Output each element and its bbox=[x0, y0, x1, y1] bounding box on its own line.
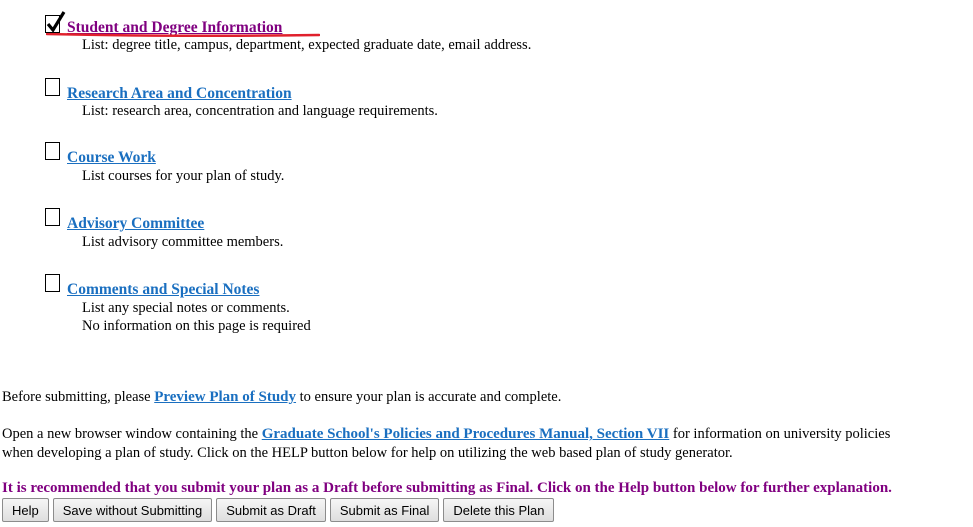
manual-line-1 bbox=[2, 425, 890, 444]
preview-text-before: Before submitting, please bbox=[2, 389, 155, 405]
draft-recommendation: It is recommended that you submit your plan as a Draft before submitting as Final. Click on the Help button below for further explanation. bbox=[2, 480, 892, 496]
delete-plan-button[interactable]: Delete this Plan bbox=[443, 498, 554, 522]
checkmark-icon bbox=[46, 10, 66, 34]
checkbox-comments-notes[interactable] bbox=[45, 274, 60, 292]
section-link-research-area[interactable]: Research Area and Concentration bbox=[67, 85, 292, 102]
checkbox-advisory-committee[interactable] bbox=[45, 208, 60, 226]
preview-plan-link[interactable]: Preview Plan of Study bbox=[154, 389, 297, 405]
checkbox-course-work[interactable] bbox=[45, 142, 60, 160]
red-underline-annotation bbox=[46, 33, 320, 37]
help-button[interactable]: Help bbox=[2, 498, 49, 522]
section-desc-comments-notes-2: No information on this page is required bbox=[82, 318, 311, 334]
section-link-comments-notes[interactable]: Comments and Special Notes bbox=[67, 281, 260, 298]
section-desc-student-degree: List: degree title, campus, department, expected graduate date, email address. bbox=[82, 37, 532, 53]
checkbox-research-area[interactable] bbox=[45, 78, 60, 96]
manual-text-before: Open a new browser window containing the bbox=[2, 426, 262, 442]
submit-final-button[interactable]: Submit as Final bbox=[330, 498, 440, 522]
section-desc-comments-notes: List any special notes or comments. bbox=[82, 300, 290, 316]
section-desc-course-work: List courses for your plan of study. bbox=[82, 168, 285, 184]
section-desc-advisory-committee: List advisory committee members. bbox=[82, 234, 284, 250]
save-without-submitting-button[interactable]: Save without Submitting bbox=[53, 498, 212, 522]
section-link-student-degree[interactable]: Student and Degree Information bbox=[67, 19, 283, 36]
manual-line-2: when developing a plan of study. Click on the HELP button below for help on utilizing the web based plan of study generator. bbox=[2, 445, 733, 461]
policies-manual-link[interactable]: Graduate School's Policies and Procedures Manual, Section VII bbox=[261, 426, 670, 442]
section-link-course-work[interactable]: Course Work bbox=[67, 149, 156, 166]
manual-text-after: for information on university policies bbox=[669, 426, 891, 442]
preview-text-after: to ensure your plan is accurate and complete. bbox=[296, 389, 562, 405]
submit-draft-button[interactable]: Submit as Draft bbox=[216, 498, 326, 522]
section-link-advisory-committee[interactable]: Advisory Committee bbox=[67, 215, 205, 232]
manual-paragraph bbox=[2, 425, 890, 463]
preview-paragraph bbox=[2, 388, 561, 407]
checkbox-student-degree[interactable] bbox=[45, 15, 60, 33]
section-desc-research-area: List: research area, concentration and language requirements. bbox=[82, 103, 438, 119]
action-button-bar bbox=[2, 498, 554, 522]
